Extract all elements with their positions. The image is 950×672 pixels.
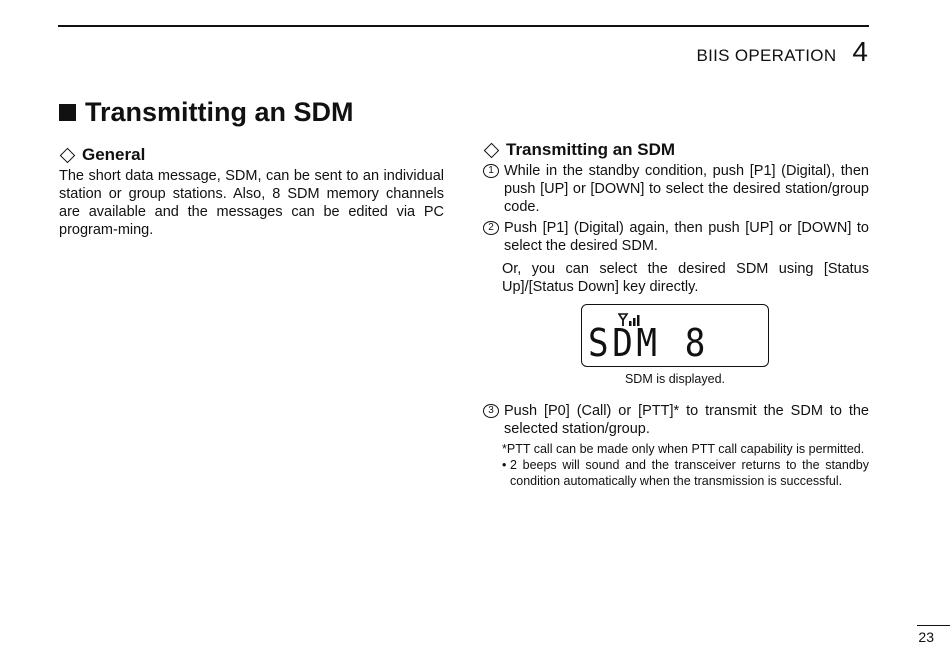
step-3-number: 3 [483,404,499,418]
lcd-caption: SDM is displayed. [624,372,726,386]
diamond-icon [60,147,76,163]
step-3 [483,402,869,438]
step-1 [483,162,869,216]
general-section [59,145,444,239]
general-heading [59,145,444,165]
lcd-illustration [483,304,869,394]
step-1-number: 1 [483,164,499,178]
step-3-text: Push [P0] (Call) or [PTT]* to transmit the SDM to the selected station/group. [504,403,869,437]
step-1-text: While in the standby condition, push [P1] (Digital), then push [UP] or [DOWN] to select the desired station/group code. [504,163,869,215]
beep-note-text: 2 beeps will sound and the transceiver returns to the standby condition automatically when the transmission is successful. [510,458,869,488]
top-rule [58,25,869,27]
ptt-footnote: *PTT call can be made only when PTT call capability is permitted. [502,442,865,456]
page-title-text: Transmitting an SDM [85,97,354,127]
transmit-section [483,140,869,489]
chapter-header [697,36,869,68]
lcd-text: SDM 8 [588,321,709,365]
footer-rule [917,625,950,626]
general-heading-text: General [82,145,146,164]
step-2-note: Or, you can select the desired SDM using [Status Up]/[Status Down] key directly. [502,261,869,295]
page-number: 23 [918,629,934,645]
transmit-heading-text: Transmitting an SDM [506,140,676,159]
step-2-number: 2 [483,221,499,235]
page-title [59,97,354,128]
transmit-heading [483,140,869,160]
general-body: The short data message, SDM, can be sent to an individual station or group stations. Also, 8 SDM memory channels are available and the messages can be edited via PC program-ming. [59,168,444,238]
chapter-title: BIIS OPERATION [696,46,837,65]
step-2-text: Push [P1] (Digital) again, then push [UP] or [DOWN] to select the desired SDM. [504,220,869,254]
bullet-dot-icon: • [502,458,507,472]
square-bullet-icon [59,104,76,121]
step-2 [483,219,869,255]
chapter-number: 4 [852,36,868,67]
beep-note [502,457,869,489]
lcd-display [581,304,769,367]
diamond-icon [484,142,500,158]
